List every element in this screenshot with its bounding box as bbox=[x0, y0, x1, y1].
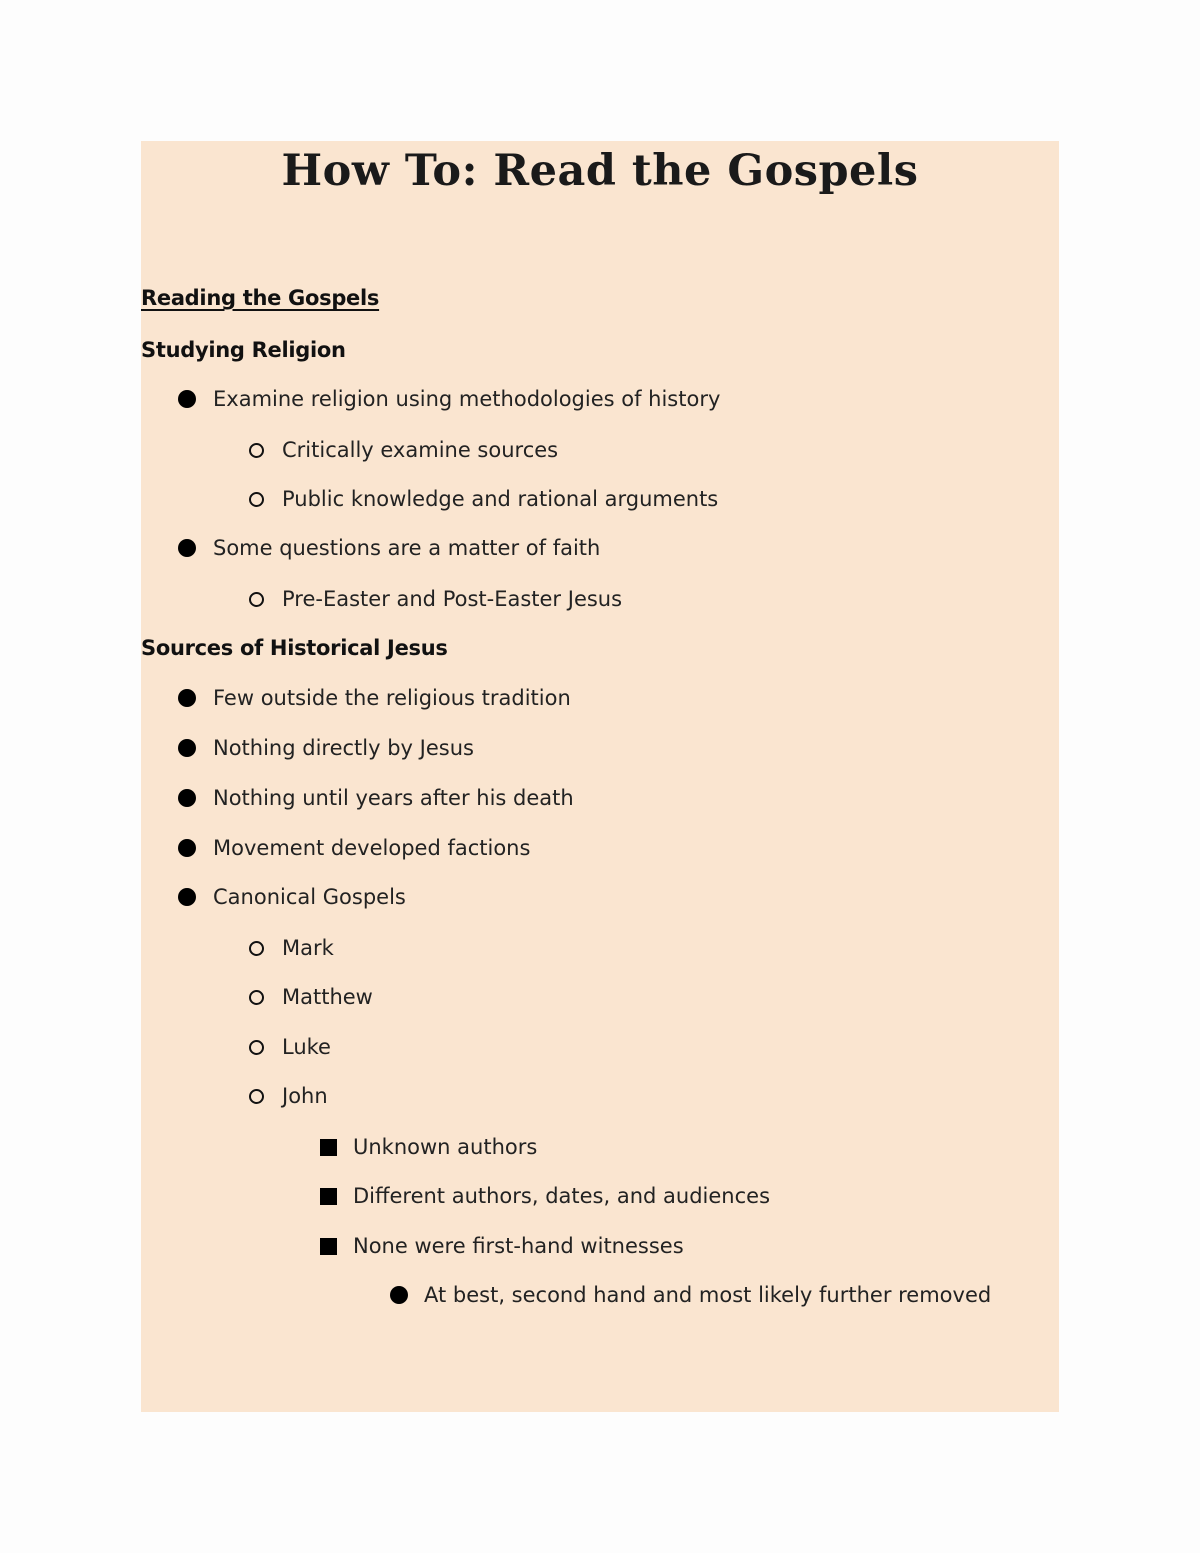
bullet-circle-icon bbox=[249, 492, 264, 507]
list-item-text: Public knowledge and rational arguments bbox=[282, 487, 719, 511]
subsection-heading-studying-religion: Studying Religion bbox=[141, 338, 346, 362]
bullet-disc-icon bbox=[178, 739, 196, 757]
list-item bbox=[249, 438, 558, 462]
list-item-text: John bbox=[282, 1084, 328, 1108]
bullet-circle-icon bbox=[249, 443, 264, 458]
bullet-square-icon bbox=[320, 1188, 337, 1205]
list-item-text: Unknown authors bbox=[353, 1135, 538, 1159]
list-item-text: Luke bbox=[282, 1035, 331, 1059]
list-item bbox=[178, 736, 474, 760]
list-item-text: Pre-Easter and Post-Easter Jesus bbox=[282, 587, 623, 611]
list-item bbox=[249, 1084, 328, 1108]
bullet-square-icon bbox=[320, 1238, 337, 1255]
section-heading-reading-the-gospels: Reading the Gospels bbox=[141, 286, 380, 310]
bullet-disc-icon bbox=[390, 1286, 408, 1304]
list-item bbox=[249, 985, 373, 1009]
bullet-disc-icon bbox=[178, 888, 196, 906]
document-page-panel bbox=[141, 141, 1059, 1412]
bullet-disc-icon bbox=[178, 390, 196, 408]
list-item-text: Few outside the religious tradition bbox=[213, 686, 571, 710]
list-item-text: Nothing until years after his death bbox=[213, 786, 574, 810]
list-item-text: Different authors, dates, and audiences bbox=[353, 1184, 771, 1208]
list-item bbox=[178, 836, 530, 860]
list-item bbox=[320, 1184, 770, 1208]
bullet-disc-icon bbox=[178, 689, 196, 707]
list-item bbox=[249, 1035, 331, 1059]
list-item-text: Movement developed factions bbox=[213, 836, 531, 860]
list-item-text: Canonical Gospels bbox=[213, 885, 406, 909]
bullet-disc-icon bbox=[178, 789, 196, 807]
list-item-text: Some questions are a matter of faith bbox=[213, 536, 601, 560]
list-item bbox=[178, 885, 406, 909]
list-item-text: Examine religion using methodologies of history bbox=[213, 387, 721, 411]
list-item-text: Mark bbox=[282, 936, 334, 960]
bullet-circle-icon bbox=[249, 941, 264, 956]
list-item bbox=[320, 1135, 537, 1159]
list-item bbox=[178, 686, 571, 710]
list-item bbox=[178, 387, 720, 411]
list-item bbox=[178, 536, 600, 560]
bullet-circle-icon bbox=[249, 592, 264, 607]
list-item bbox=[249, 936, 334, 960]
list-item-text: Matthew bbox=[282, 985, 373, 1009]
list-item bbox=[390, 1283, 991, 1307]
list-item bbox=[249, 487, 718, 511]
list-item bbox=[178, 786, 574, 810]
list-item-text: Nothing directly by Jesus bbox=[213, 736, 474, 760]
list-item-text: At best, second hand and most likely further removed bbox=[424, 1283, 992, 1307]
bullet-circle-icon bbox=[249, 990, 264, 1005]
bullet-circle-icon bbox=[249, 1089, 264, 1104]
bullet-square-icon bbox=[320, 1139, 337, 1156]
list-item bbox=[320, 1234, 684, 1258]
bullet-disc-icon bbox=[178, 539, 196, 557]
bullet-circle-icon bbox=[249, 1040, 264, 1055]
bullet-disc-icon bbox=[178, 839, 196, 857]
list-item bbox=[249, 587, 622, 611]
subsection-heading-sources-of-historical-jesus: Sources of Historical Jesus bbox=[141, 636, 448, 660]
document-title: How To: Read the Gospels bbox=[281, 146, 919, 196]
list-item-text: Critically examine sources bbox=[282, 438, 559, 462]
list-item-text: None were first-hand witnesses bbox=[353, 1234, 684, 1258]
